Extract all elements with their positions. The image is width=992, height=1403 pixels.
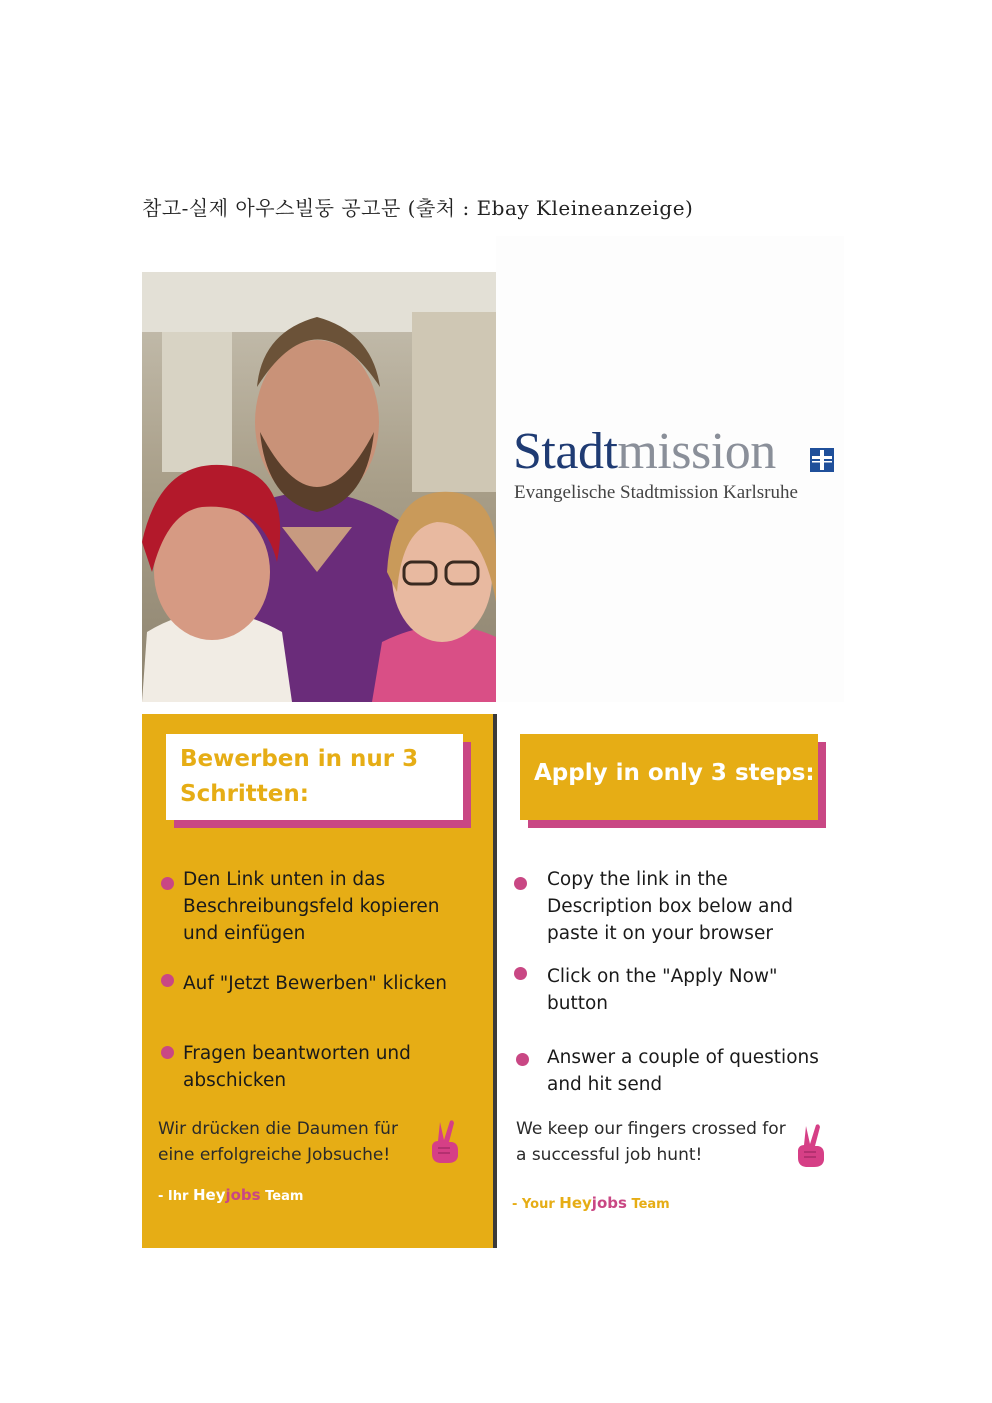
- logo-word-part2: mission: [617, 423, 776, 480]
- german-step-3: Fragen beantworten und abschicken: [183, 1043, 411, 1091]
- bullet-icon: [514, 967, 527, 980]
- english-step-2: Click on the "Apply Now" button: [547, 966, 778, 1014]
- heyjobs-logo-jobs: jobs: [225, 1186, 261, 1204]
- german-step-2: Auf "Jetzt Bewerben" klicken: [183, 973, 447, 994]
- english-step-1: Copy the link in the Description box below and paste it on your browser: [547, 869, 793, 944]
- document-caption: 참고-실제 아우스빌둥 공고문 (출처 : Ebay Kleineanzeige): [142, 196, 694, 220]
- bullet-icon: [161, 877, 174, 890]
- german-title: Bewerben in nur 3 Schritten:: [180, 746, 419, 807]
- heyjobs-logo-hey: Hey: [559, 1194, 592, 1212]
- english-title: Apply in only 3 steps:: [534, 760, 815, 786]
- crossed-fingers-icon: [794, 1122, 828, 1168]
- logo-subtitle: Evangelische Stadtmission Karlsruhe: [514, 482, 798, 503]
- stadtmission-logo: [513, 423, 776, 480]
- bullet-icon: [161, 1046, 174, 1059]
- sign-prefix: - Ihr: [158, 1189, 189, 1204]
- heyjobs-logo-hey: Hey: [192, 1186, 226, 1204]
- crossed-fingers-icon: [428, 1118, 462, 1164]
- english-step-3: Answer a couple of questions and hit send: [547, 1047, 819, 1095]
- bullet-icon: [514, 877, 527, 890]
- german-closing: Wir drücken die Daumen für eine erfolgreiche Jobsuche!: [158, 1119, 398, 1165]
- german-signature: [158, 1186, 303, 1204]
- sign-prefix: - Your: [512, 1197, 555, 1212]
- team-photo: [142, 272, 496, 702]
- bullet-icon: [161, 974, 174, 987]
- stadtmission-cross-icon: [810, 448, 834, 472]
- sign-suffix: Team: [631, 1197, 670, 1212]
- bullet-icon: [516, 1053, 529, 1066]
- logo-word-part1: Stadt: [513, 423, 618, 480]
- english-closing: We keep our fingers crossed for a successful job hunt!: [516, 1119, 786, 1165]
- german-step-1: Den Link unten in das Beschreibungsfeld kopieren und einfügen: [183, 869, 440, 944]
- english-signature: [512, 1194, 670, 1212]
- heyjobs-logo-jobs: jobs: [591, 1194, 627, 1212]
- logo-panel: [496, 236, 844, 702]
- sign-suffix: Team: [265, 1189, 304, 1204]
